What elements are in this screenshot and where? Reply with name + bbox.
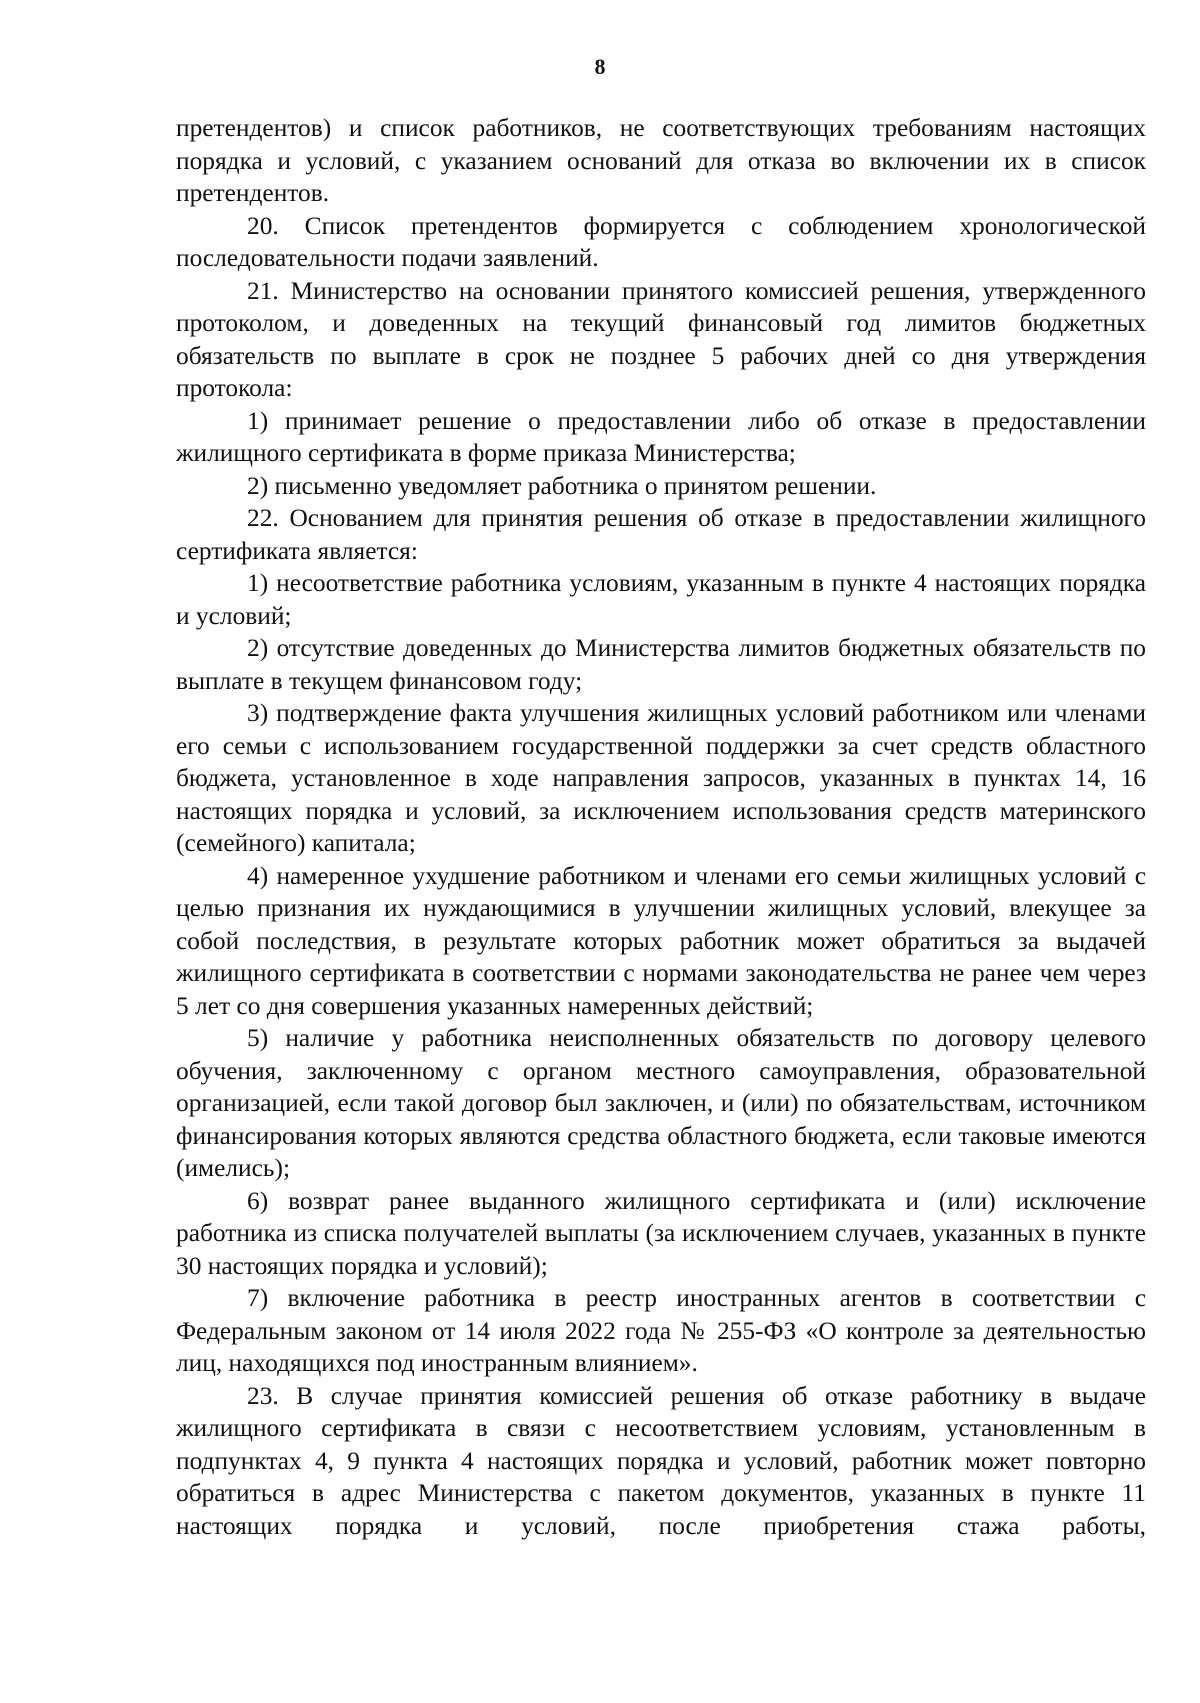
paragraph-22-item-3: 3) подтверждение факта улучшения жилищных условий работником или членами его семьи с использованием государственной поддержки за счет средств областного бюджета, установленное в ходе направления запросов, указанных в пунктах 14, 16 настоящих порядка и условий, за исключением использования средств материнского (семейного) капитала; bbox=[176, 699, 1146, 857]
paragraph-22-item-2: 2) отсутствие доведенных до Министерства лимитов бюджетных обязательств по выплате в текущем финансовом году; bbox=[176, 634, 1146, 695]
document-body bbox=[176, 112, 1146, 1542]
paragraph-22-item-7: 7) включение работника в реестр иностранных агентов в соответствии с Федеральным законом от 14 июля 2022 года № 255-ФЗ «О контроле за деятельностью лиц, находящихся под иностранным влиянием». bbox=[176, 1284, 1146, 1377]
paragraph-21-item-1: 1) принимает решение о предоставлении либо об отказе в предоставлении жилищного сертификата в форме приказа Министерства; bbox=[176, 406, 1146, 467]
page-number: 8 bbox=[594, 54, 606, 79]
paragraph-23: 23. В случае принятия комиссией решения об отказе работнику в выдаче жилищного сертификата в связи с несоответствием условиям, установленным в подпунктах 4, 9 пункта 4 настоящих порядка и условий, работник может повторно обратиться в адрес Министерства с пакетом документов, указанных в пункте 11 настоящих порядка и условий, после приобретения стажа работы, bbox=[176, 1381, 1146, 1540]
paragraph-20: 20. Список претендентов формируется с соблюдением хронологической последовательности подачи заявлений. bbox=[176, 211, 1146, 272]
paragraph-21: 21. Министерство на основании принятого комиссией решения, утвержденного протоколом, и доведенных на текущий финансовый год лимитов бюджетных обязательств по выплате в срок не позднее 5 рабочих дней со дня утверждения протокола: bbox=[176, 276, 1146, 402]
paragraph-22-item-5: 5) наличие у работника неисполненных обязательств по договору целевого обучения, заключенному с органом местного самоуправления, образовательной организацией, если такой договор был заключен, и (или) по обязательствам, источником финансирования которых являются средства областного бюджета, если таковые имеются (имелись); bbox=[176, 1024, 1146, 1182]
paragraph-22-item-1: 1) несоответствие работника условиям, указанным в пункте 4 настоящих порядка и условий; bbox=[176, 569, 1146, 630]
paragraph-continuation: претендентов) и список работников, не соответствующих требованиям настоящих порядка и условий, с указанием оснований для отказа во включении их в список претендентов. bbox=[176, 114, 1146, 207]
paragraph-22: 22. Основанием для принятия решения об отказе в предоставлении жилищного сертификата является: bbox=[176, 504, 1146, 565]
paragraph-22-item-6: 6) возврат ранее выданного жилищного сертификата и (или) исключение работника из списка получателей выплаты (за исключением случаев, указанных в пункте 30 настоящих порядка и условий); bbox=[176, 1186, 1146, 1280]
paragraph-21-item-2: 2) письменно уведомляет работника о принятом решении. bbox=[247, 471, 877, 500]
paragraph-22-item-4: 4) намеренное ухудшение работником и членами его семьи жилищных условий с целью признания их нуждающимися в улучшении жилищных условий, влекущее за собой последствия, в результате которых работник может обратиться за выдачей жилищного сертификата в соответствии с нормами законодательства не ранее чем через 5 лет со дня совершения указанных намеренных действий; bbox=[176, 861, 1146, 1020]
